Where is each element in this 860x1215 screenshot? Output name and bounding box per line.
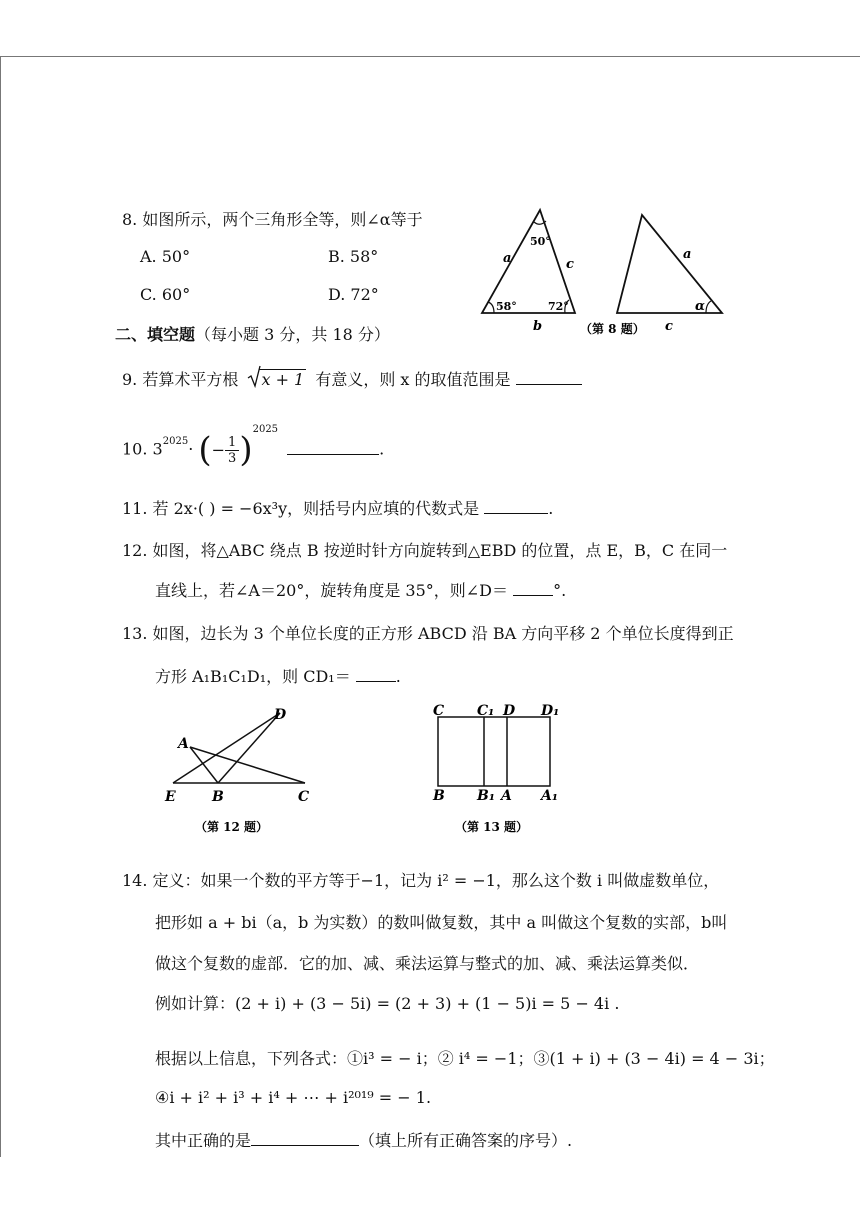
section-heading <box>115 322 390 345</box>
q14-line7 <box>155 1128 572 1151</box>
q8-option-c[interactable]: C. 60° <box>140 285 191 304</box>
q14-answer-blank[interactable] <box>251 1131 359 1146</box>
q9-answer-blank[interactable] <box>516 370 582 385</box>
q11-text: 11. 若 2x·( ) = −6x³y，则括号内应填的代数式是 <box>122 499 480 518</box>
q14-line7-post: （填上所有正确答案的序号）. <box>359 1131 573 1150</box>
q9-radicand: x + 1 <box>261 370 305 389</box>
q14-line7-pre: 其中正确的是 <box>155 1131 252 1150</box>
q10-exp2: 2025 <box>252 424 279 436</box>
q14-line1: 14. 定义：如果一个数的平方等于−1，记为 i² = −1，那么这个数 i 叫做虚数单位， <box>122 871 720 890</box>
q14-line2: 把形如 a + bi（a，b 为实数）的数叫做复数，其中 a 叫做这个复数的实部，b叫 <box>155 913 728 932</box>
q10-frac-den: 3 <box>228 450 237 466</box>
q14-line5: 根据以上信息，下列各式：①i³ = − i；② i⁴ = −1；③(1 + i) + (3 − 4i) = 4 − 3i； <box>155 1049 775 1068</box>
q12-line2-wrap <box>155 578 566 601</box>
q8-triangle-1 <box>482 210 575 313</box>
q8-tri1-top-angle: 50° <box>530 235 551 248</box>
q12-answer-blank[interactable] <box>513 581 553 596</box>
q13-label-c: C <box>433 703 445 719</box>
q10-base: 3 <box>152 439 163 459</box>
q13-label-d1: D₁ <box>541 703 560 719</box>
q8-option-a[interactable]: A. 50° <box>140 247 191 266</box>
q13-line2: 方形 A₁B₁C₁D₁，则 CD₁＝ <box>155 667 351 686</box>
q13-label-c1: C₁ <box>477 703 495 719</box>
q12-line2: 直线上，若∠A＝20°，旋转角度是 35°，则∠D＝ <box>155 581 509 600</box>
q12-line1: 12. 如图，将△ABC 绕点 B 按逆时针方向旋转到△EBD 的位置，点 E，B，C 在同一 <box>122 541 728 560</box>
q14-line3: 做这个复数的虚部．它的加、减、乘法运算与整式的加、减、乘法运算类似． <box>155 954 700 973</box>
q8-tri1-side-b: b <box>533 319 543 334</box>
q10-dot: · <box>188 439 194 459</box>
q8-tri2-angle: α <box>695 299 706 314</box>
q8-tri1-side-a: a <box>503 251 512 266</box>
q14-line6: ④i + i² + i³ + i⁴ + ⋯ + i²⁰¹⁹ = − 1. <box>155 1088 432 1107</box>
q10-tail: . <box>379 439 385 459</box>
q10-frac-sign: − <box>211 440 226 460</box>
q11-line <box>122 496 553 519</box>
q14-line4: 例如计算：(2 + i) + (3 − 5i) = (2 + 3) + (1 − 5)i = 5 − 4i . <box>155 994 620 1013</box>
q9-sqrt <box>247 370 306 389</box>
q10-paren: (− $\frac{1}{3}$ ) <box>198 430 253 470</box>
q8-tri2-side-a: a <box>683 247 692 262</box>
q13-label-b1: B₁ <box>477 788 495 804</box>
q13-label-d: D <box>503 703 516 719</box>
q8-figure <box>470 200 740 340</box>
q9-post: 有意义，则 x 的取值范围是 <box>315 370 511 389</box>
q10-answer-blank[interactable] <box>287 440 379 455</box>
q8-caption: （第 8 题） <box>580 322 645 336</box>
q12-caption: （第 12 题） <box>195 820 269 834</box>
q8-triangle-2 <box>617 215 722 313</box>
q13-caption: （第 13 题） <box>455 820 529 834</box>
q13-line1: 13. 如图，边长为 3 个单位长度的正方形 ABCD 沿 BA 方向平移 2 个单位长度得到正 <box>122 624 734 643</box>
q13-line2-wrap <box>155 664 401 687</box>
section-note: （每小题 3 分，共 18 分） <box>195 325 390 344</box>
q12-label-c: C <box>298 789 310 805</box>
q13-label-b: B <box>433 788 445 804</box>
q12-figure <box>155 700 335 840</box>
q10-fraction <box>225 435 239 466</box>
q8-tri1-left-angle: 58° <box>496 300 517 313</box>
q8-option-b[interactable]: B. 58° <box>328 247 379 266</box>
q8-tri2-side-c: c <box>665 319 673 334</box>
q10-exp: 2025 <box>162 436 189 448</box>
q12-tail: °. <box>553 581 567 600</box>
q11-tail: . <box>548 499 554 518</box>
q12-label-a: A <box>178 736 189 752</box>
q13-answer-blank[interactable] <box>356 667 396 682</box>
q12-label-d: D <box>274 707 287 723</box>
q13-label-a: A <box>501 788 512 804</box>
q10-line <box>122 424 385 470</box>
q11-answer-blank[interactable] <box>484 499 548 514</box>
section-title: 二、填空题 <box>115 325 196 344</box>
q13-figure <box>425 700 575 840</box>
q8-option-d[interactable]: D. 72° <box>328 285 379 304</box>
q9-line <box>122 367 582 390</box>
q9-pre: 9. 若算术平方根 <box>122 370 239 389</box>
q10-num: 10. <box>122 439 148 459</box>
q10-frac-num: 1 <box>225 435 239 451</box>
q12-label-e: E <box>165 789 176 805</box>
q13-label-a1: A₁ <box>541 788 558 804</box>
q8-stem: 8. 如图所示，两个三角形全等，则∠α等于 <box>122 210 423 229</box>
q12-label-b: B <box>212 789 224 805</box>
q8-tri1-right-angle: 72° <box>548 300 569 313</box>
q13-tail: . <box>395 667 401 686</box>
q8-tri1-side-c: c <box>566 257 574 272</box>
